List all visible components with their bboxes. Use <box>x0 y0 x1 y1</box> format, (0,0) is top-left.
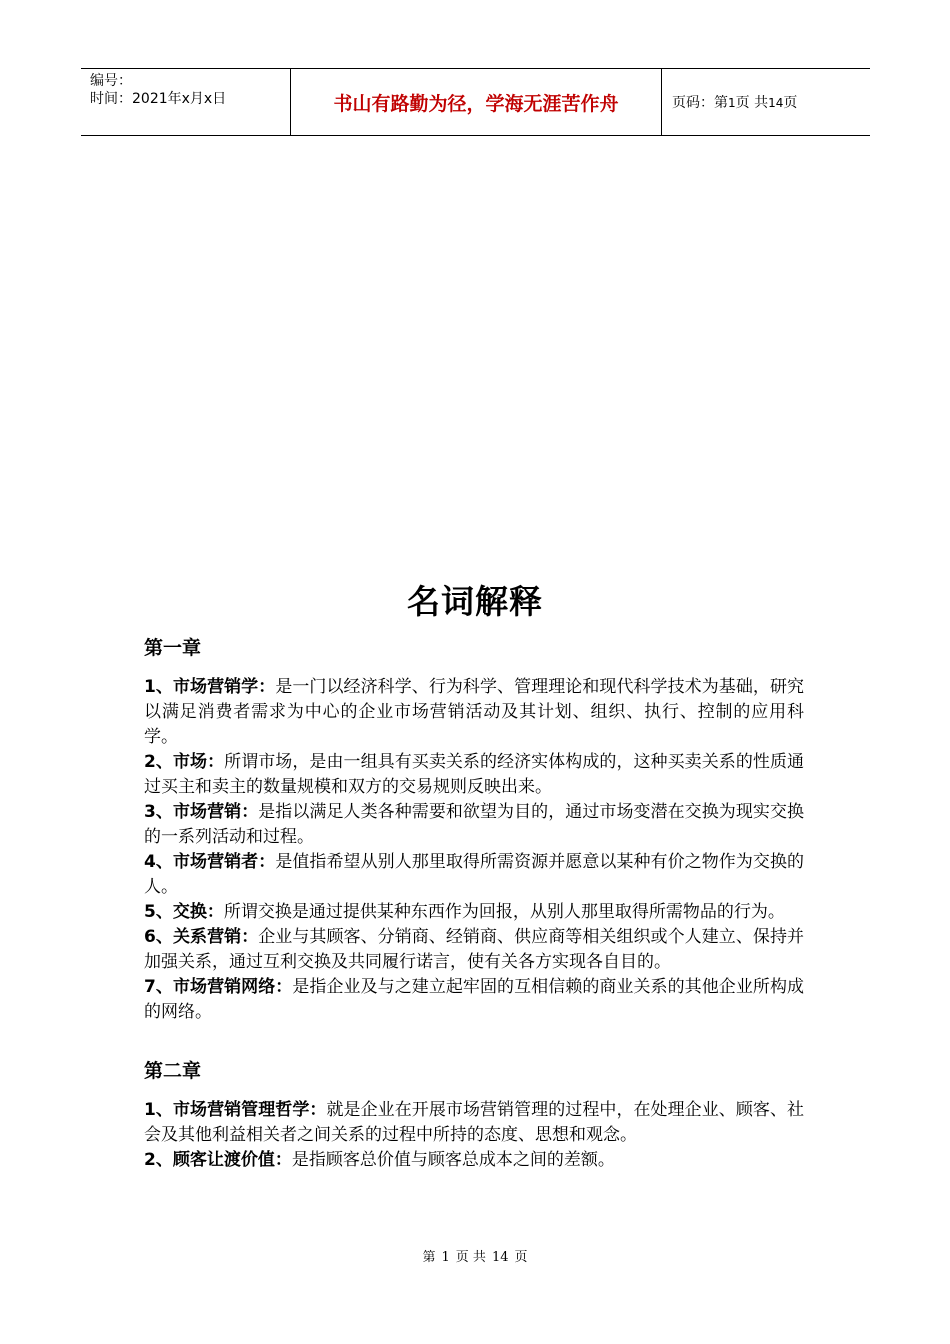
term-separator: ： <box>207 752 225 772</box>
term-name: 市场营销管理哲学 <box>172 1100 310 1120</box>
term-number: 2、 <box>144 1150 173 1170</box>
document-header <box>81 68 870 136</box>
term-definition: 所谓交换是通过提供某种东西作为回报，从别人那里取得所需物品的行为。 <box>223 902 785 922</box>
term-name: 市场营销学 <box>172 677 259 697</box>
term-name: 市场 <box>172 752 208 772</box>
term-name: 顾客让渡价值 <box>172 1150 275 1170</box>
chapter-heading: 第二章 <box>144 1060 202 1082</box>
page-total: 14 <box>768 96 784 110</box>
term-name: 市场营销网络 <box>172 977 276 997</box>
term-separator: ： <box>275 977 293 997</box>
header-meta <box>81 69 291 136</box>
time-label: 时间：2021年x月x日 <box>90 91 227 107</box>
term-separator: ： <box>274 1150 292 1170</box>
term-entry <box>144 850 804 900</box>
term-entry <box>144 1148 804 1173</box>
header-page-info <box>662 69 871 136</box>
term-definition: 是指企业及与之建立起牢固的互相信赖的商业关系的其他企业所构成的网络。 <box>144 977 805 1022</box>
term-entry <box>144 1098 804 1148</box>
page-label: 页码：第 <box>672 95 728 111</box>
term-number: 6、 <box>144 927 173 947</box>
term-name: 市场营销 <box>172 802 242 822</box>
term-number: 3、 <box>144 802 173 822</box>
term-entry <box>144 925 804 975</box>
page-end: 页 <box>783 95 798 111</box>
footer-suffix: 页 <box>514 1250 528 1265</box>
document-body <box>144 636 804 1173</box>
term-entry <box>144 900 804 925</box>
term-entry <box>144 675 804 750</box>
term-separator: ： <box>241 927 259 947</box>
footer-total: 14 <box>491 1250 509 1265</box>
term-entry <box>144 800 804 850</box>
term-name: 交换 <box>172 902 207 922</box>
term-separator: ： <box>258 677 276 697</box>
term-separator: ： <box>206 902 224 922</box>
term-number: 2、 <box>144 752 173 772</box>
footer-current: 1 <box>441 1250 450 1265</box>
page-footer <box>0 1246 950 1265</box>
term-number: 1、 <box>144 677 173 697</box>
chapter-heading: 第一章 <box>144 637 202 659</box>
term-definition: 是一门以经济科学、行为科学、管理理论和现代科学技术为基础，研究以满足消费者需求为中心的企业市场营销活动及其计划、组织、执行、控制的应用科学。 <box>144 677 805 747</box>
term-definition: 企业与其顾客、分销商、经销商、供应商等相关组织或个人建立、保持并加强关系，通过互利交换及共同履行诺言，使有关各方实现各自目的。 <box>144 927 805 972</box>
term-name: 市场营销者 <box>172 852 259 872</box>
footer-mid: 页 共 <box>455 1250 486 1265</box>
term-separator: ： <box>309 1100 327 1120</box>
term-number: 5、 <box>144 902 173 922</box>
term-definition: 是指顾客总价值与顾客总成本之间的差额。 <box>291 1150 615 1170</box>
term-definition: 是指以满足人类各种需要和欲望为目的，通过市场变潜在交换为现实交换的一系列活动和过程。 <box>144 802 805 847</box>
term-number: 7、 <box>144 977 173 997</box>
number-label: 编号： <box>90 73 132 89</box>
term-separator: ： <box>258 852 276 872</box>
term-separator: ： <box>241 802 259 822</box>
term-number: 1、 <box>144 1100 173 1120</box>
footer-prefix: 第 <box>422 1250 436 1265</box>
term-entry <box>144 750 804 800</box>
document-title: 名词解释 <box>407 582 543 621</box>
term-definition: 就是企业在开展市场营销管理的过程中，在处理企业、顾客、社会及其他利益相关者之间关系的过程中所持的态度、思想和观念。 <box>144 1100 805 1145</box>
term-number: 4、 <box>144 852 173 872</box>
page-mid: 页 共 <box>735 95 769 111</box>
term-entry <box>144 975 804 1025</box>
term-definition: 是值指希望从别人那里取得所需资源并愿意以某种有价之物作为交换的人。 <box>144 852 805 897</box>
header-slogan: 书山有路勤为径，学海无涯苦作舟 <box>291 69 662 136</box>
term-definition: 所谓市场，是由一组具有买卖关系的经济实体构成的，这种买卖关系的性质通过买主和卖主的数量规模和双方的交易规则反映出来。 <box>144 752 805 797</box>
page-current: 1 <box>728 96 736 110</box>
term-name: 关系营销 <box>172 927 242 947</box>
